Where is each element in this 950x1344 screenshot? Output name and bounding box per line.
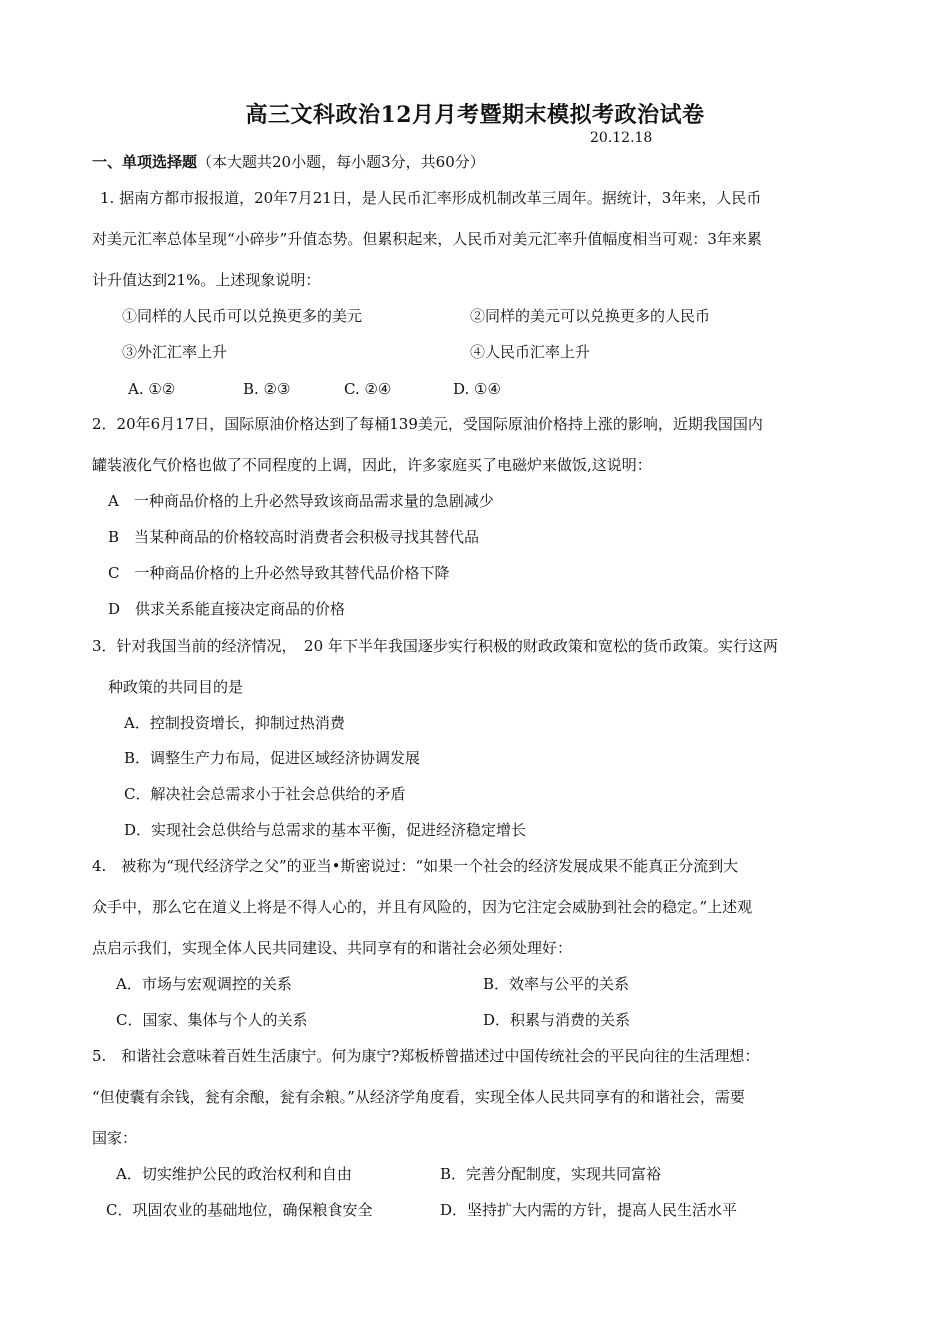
section-heading: 一、单项选择题 bbox=[92, 153, 198, 171]
q1-item-1: ①同样的人民币可以兑换更多的美元 bbox=[122, 307, 363, 325]
section-note: （本大题共20小题，每小题3分，共60分） bbox=[197, 153, 485, 171]
q4-choice-b: B．效率与公平的关系 bbox=[483, 975, 630, 993]
q5-choice-b: B．完善分配制度，实现共同富裕 bbox=[440, 1165, 662, 1183]
q5-line-1: 5. 和谐社会意味着百姓生活康宁。何为康宁?郑板桥曾描述过中国传统社会的平民向往的生活理想： bbox=[92, 1047, 760, 1065]
q5-line-2: “但使囊有余钱，瓮有余酿，瓮有余粮。”从经济学角度看，实现全体人民共同享有的和谐社会，需要 bbox=[92, 1088, 745, 1106]
q1-line-3: 计升值达到21%。上述现象说明： bbox=[92, 271, 321, 289]
q2-line-2: 罐装液化气价格也做了不同程度的上调，因此，许多家庭买了电磁炉来做饭,这说明： bbox=[92, 456, 652, 474]
q4-line-3: 点启示我们，实现全体人民共同建设、共同享有的和谐社会必须处理好： bbox=[92, 939, 573, 957]
q2-choice-d: D 供求关系能直接决定商品的价格 bbox=[108, 600, 346, 618]
q3-choice-b: B．调整生产力布局，促进区域经济协调发展 bbox=[124, 749, 421, 767]
q1-choice-d: D. ①④ bbox=[453, 380, 501, 398]
q3-choice-c: C．解决社会总需求小于社会总供给的矛盾 bbox=[124, 785, 406, 803]
q5-line-3: 国家： bbox=[92, 1129, 138, 1147]
q4-line-2: 众手中，那么它在道义上将是不得人心的，并且有风险的，因为它注定会威胁到社会的稳定。”上述观 bbox=[92, 898, 753, 916]
q2-choice-b: B 当某种商品的价格较高时消费者会积极寻找其替代品 bbox=[108, 528, 480, 546]
q1-item-4: ④人民币汇率上升 bbox=[470, 343, 591, 361]
q4-choice-d: D．积累与消费的关系 bbox=[483, 1011, 631, 1029]
q5-choice-c: C．巩固农业的基础地位，确保粮食安全 bbox=[106, 1201, 373, 1219]
q1-choice-b: B. ②③ bbox=[243, 380, 291, 398]
q2-line-1: 2．20年6月17日，国际原油价格达到了每桶139美元，受国际原油价格持上涨的影响，近期我国国内 bbox=[92, 415, 763, 433]
q1-line-2: 对美元汇率总体呈现“小碎步”升值态势。但累积起来，人民币对美元汇率升值幅度相当可观：3年来累 bbox=[92, 230, 762, 248]
page-title: 高三文科政治12月月考暨期末模拟考政治试卷 bbox=[245, 102, 705, 128]
q1-line-1: 1. 据南方都市报报道，20年7月21日，是人民币汇率形成机制改革三周年。据统计，3年来，人民币 bbox=[100, 189, 762, 207]
section-header bbox=[92, 152, 485, 172]
q2-choice-c: C 一种商品价格的上升必然导致其替代品价格下降 bbox=[108, 564, 450, 582]
q1-choice-a: A. ①② bbox=[128, 380, 176, 398]
q4-choice-a: A．市场与宏观调控的关系 bbox=[116, 975, 292, 993]
q3-line-1: 3．针对我国当前的经济情况， 20 年下半年我国逐步实行积极的财政政策和宽松的货币政策。实行这两 bbox=[92, 637, 778, 655]
q4-choice-c: C．国家、集体与个人的关系 bbox=[116, 1011, 308, 1029]
q1-choice-c: C. ②④ bbox=[344, 380, 392, 398]
q1-item-2: ②同样的美元可以兑换更多的人民币 bbox=[470, 307, 711, 325]
q4-line-1: 4. 被称为“现代经济学之父”的亚当•斯密说过：“如果一个社会的经济发展成果不能真正分流到大 bbox=[92, 857, 739, 875]
q3-choice-d: D．实现社会总供给与总需求的基本平衡，促进经济稳定增长 bbox=[124, 821, 527, 839]
q1-item-3: ③外汇汇率上升 bbox=[122, 343, 228, 361]
q3-line-2: 种政策的共同目的是 bbox=[108, 678, 244, 696]
q5-choice-a: A．切实维护公民的政治权利和自由 bbox=[116, 1165, 352, 1183]
q2-choice-a: A 一种商品价格的上升必然导致该商品需求量的急剧减少 bbox=[108, 492, 494, 510]
exam-date: 20.12.18 bbox=[590, 130, 653, 146]
q5-choice-d: D．坚持扩大内需的方针，提高人民生活水平 bbox=[440, 1201, 738, 1219]
q3-choice-a: A．控制投资增长，抑制过热消费 bbox=[124, 714, 345, 732]
